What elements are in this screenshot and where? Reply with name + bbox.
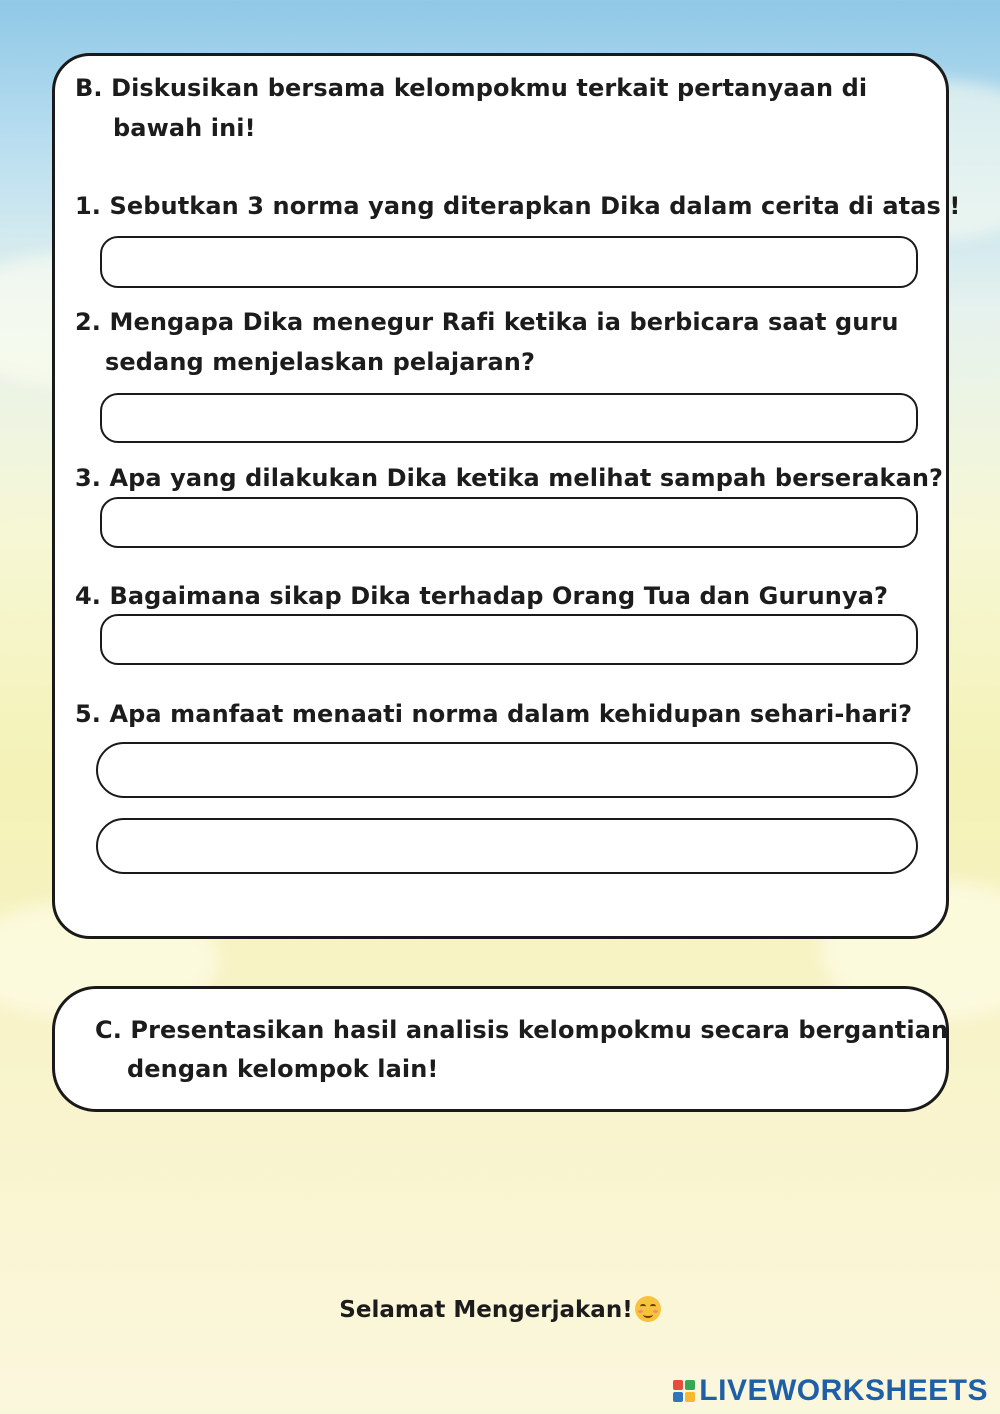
section-c-heading: C. Presentasikan hasil analisis kelompokmu secara bergantian (95, 1016, 949, 1044)
section-b-heading-cont: bawah ini! (113, 114, 256, 142)
section-b-heading: B. Diskusikan bersama kelompokmu terkait pertanyaan di (75, 74, 868, 102)
question-5: 5. Apa manfaat menaati norma dalam kehidupan sehari-hari? (75, 700, 913, 728)
brand-name: LIVEWORKSHEETS (699, 1374, 988, 1407)
closing-message (0, 1296, 1000, 1323)
answer-field-5b[interactable] (96, 818, 918, 874)
answer-field-4[interactable] (100, 614, 918, 665)
question-4: 4. Bagaimana sikap Dika terhadap Orang Tua dan Gurunya? (75, 582, 889, 610)
liveworksheets-icon (673, 1380, 695, 1402)
answer-field-3[interactable] (100, 497, 918, 548)
liveworksheets-logo (673, 1374, 988, 1408)
answer-field-1[interactable] (100, 236, 918, 288)
closing-text: Selamat Mengerjakan! (339, 1297, 633, 1323)
question-1: 1. Sebutkan 3 norma yang diterapkan Dika dalam cerita di atas ! (75, 192, 961, 220)
answer-field-2[interactable] (100, 393, 918, 443)
section-c-heading-cont: dengan kelompok lain! (127, 1055, 439, 1083)
smiling-face-icon (635, 1296, 661, 1322)
answer-field-5a[interactable] (96, 742, 918, 798)
question-3: 3. Apa yang dilakukan Dika ketika melihat sampah berserakan? (75, 464, 944, 492)
question-2-cont: sedang menjelaskan pelajaran? (105, 348, 535, 376)
question-2: 2. Mengapa Dika menegur Rafi ketika ia berbicara saat guru (75, 308, 899, 336)
